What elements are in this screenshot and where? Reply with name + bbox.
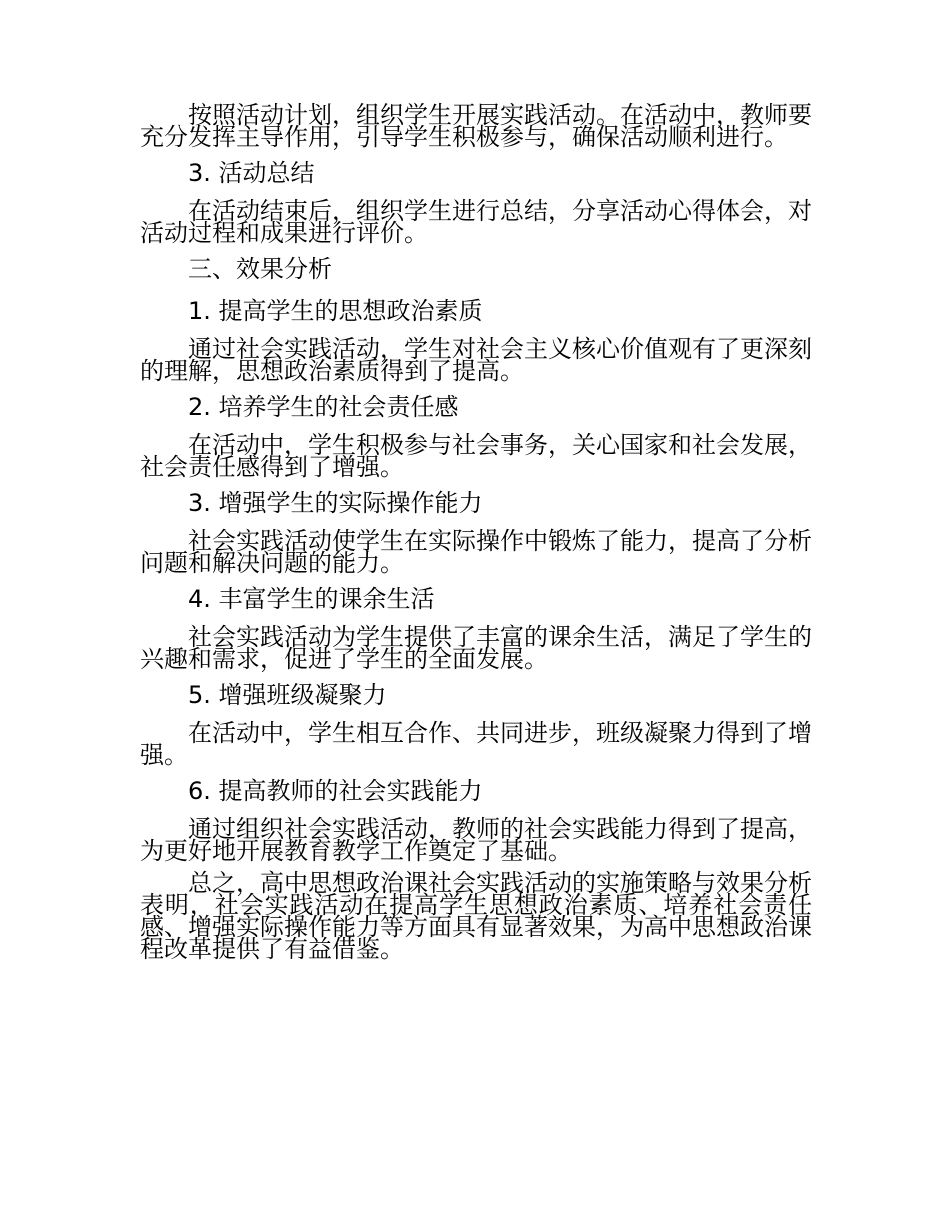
heading-effect-analysis: 三、效果分析 bbox=[188, 255, 332, 283]
heading-class-cohesion: 5. 增强班级凝聚力 bbox=[188, 681, 387, 709]
paragraph-practical-ability: 社会实践活动使学生在实际操作中锻炼了能力，提高了分析问题和解决问题的能力。 bbox=[140, 527, 812, 577]
heading-practical-ability: 3. 增强学生的实际操作能力 bbox=[188, 489, 483, 517]
heading-political-quality: 1. 提高学生的思想政治素质 bbox=[188, 297, 483, 325]
heading-social-responsibility: 2. 培养学生的社会责任感 bbox=[188, 393, 459, 421]
paragraph-conclusion: 总之，高中思想政治课社会实践活动的实施策略与效果分析表明，社会实践活动在提高学生思想政治素质、培养社会责任感、增强实际操作能力等方面具有显著效果，为高中思想政治课程改革提供了有益借鉴。 bbox=[140, 869, 812, 963]
document-body bbox=[140, 101, 812, 970]
heading-extracurricular-life: 4. 丰富学生的课余生活 bbox=[188, 585, 435, 613]
heading-teacher-ability: 6. 提高教师的社会实践能力 bbox=[188, 777, 483, 805]
paragraph-activity-implementation: 按照活动计划，组织学生开展实践活动。在活动中，教师要充分发挥主导作用，引导学生积极参与，确保活动顺利进行。 bbox=[140, 101, 812, 151]
heading-activity-summary: 3. 活动总结 bbox=[188, 159, 315, 187]
paragraph-teacher-ability: 通过组织社会实践活动，教师的社会实践能力得到了提高，为更好地开展教育教学工作奠定了基础。 bbox=[140, 815, 812, 865]
paragraph-class-cohesion: 在活动中，学生相互合作、共同进步，班级凝聚力得到了增强。 bbox=[140, 719, 812, 769]
paragraph-activity-summary: 在活动结束后，组织学生进行总结，分享活动心得体会，对活动过程和成果进行评价。 bbox=[140, 197, 812, 247]
paragraph-social-responsibility: 在活动中，学生积极参与社会事务，关心国家和社会发展，社会责任感得到了增强。 bbox=[140, 431, 812, 481]
paragraph-political-quality: 通过社会实践活动，学生对社会主义核心价值观有了更深刻的理解，思想政治素质得到了提高。 bbox=[140, 335, 812, 385]
paragraph-extracurricular-life: 社会实践活动为学生提供了丰富的课余生活，满足了学生的兴趣和需求，促进了学生的全面发展。 bbox=[140, 623, 812, 673]
